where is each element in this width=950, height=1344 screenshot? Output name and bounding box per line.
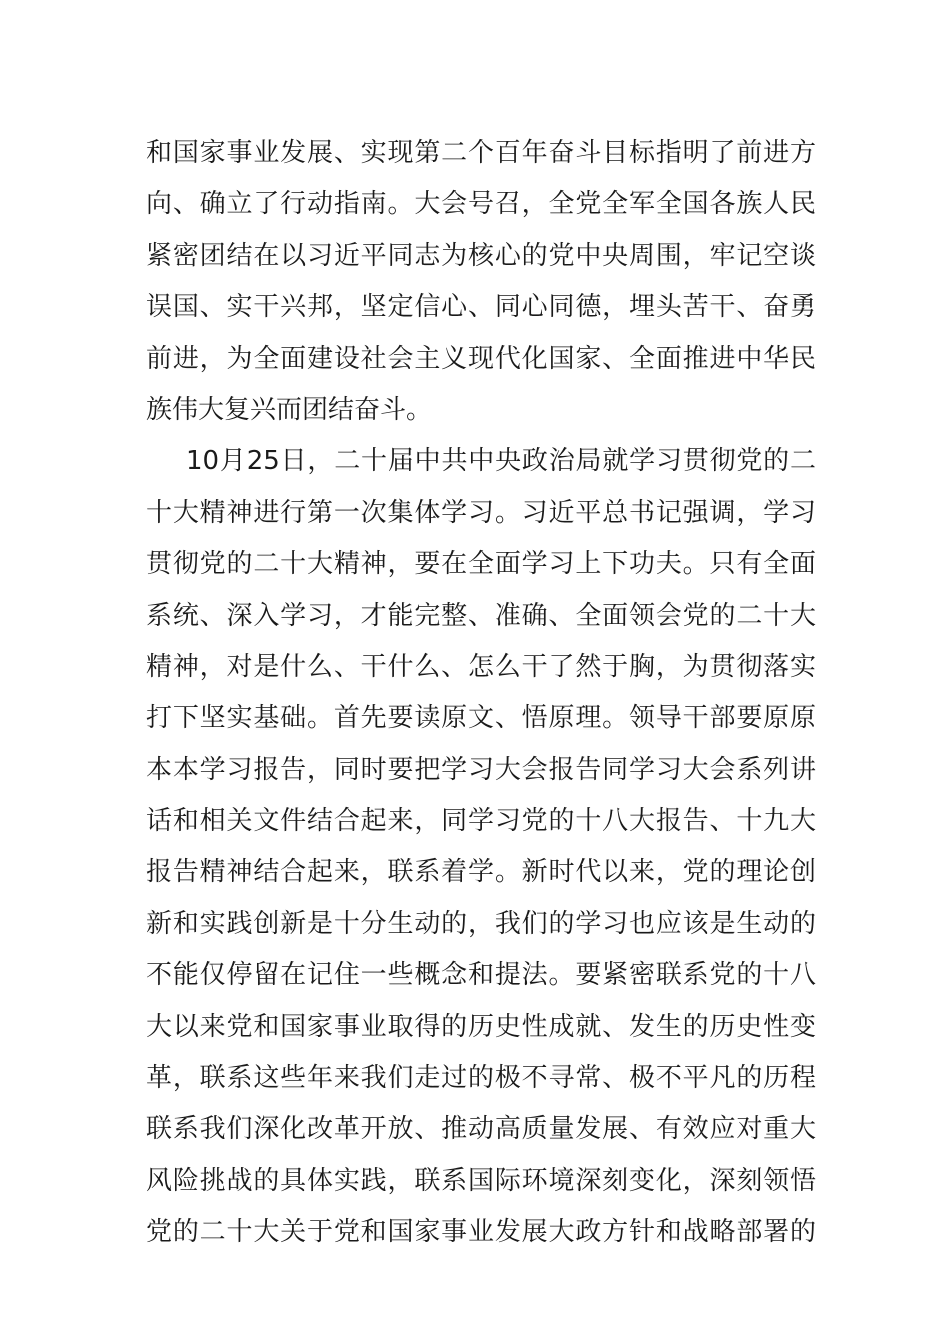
text-line: 不能仅停留在记住一些概念和提法。要紧密联系党的十八 [146, 960, 816, 991]
paragraph-2 [146, 436, 816, 1258]
text-line: 党的二十大关于党和国家事业发展大政方针和战略部署的 [146, 1217, 816, 1248]
text-line: 打下坚实基础。首先要读原文、悟原理。领导干部要原原 [146, 703, 816, 734]
body-text [146, 128, 816, 1259]
text-line: 向、确立了行动指南。大会号召，全党全军全国各族人民 [146, 189, 816, 220]
text-line: 和国家事业发展、实现第二个百年奋斗目标指明了前进方 [146, 138, 816, 168]
text-line: 系统、深入学习，才能完整、准确、全面领会党的二十大 [146, 600, 816, 631]
text-line: 大以来党和国家事业取得的历史性成就、发生的历史性变 [146, 1011, 816, 1042]
text-line: 贯彻党的二十大精神，要在全面学习上下功夫。只有全面 [146, 549, 816, 580]
text-line: 话和相关文件结合起来，同学习党的十八大报告、十九大 [146, 806, 816, 837]
text-line: 革，联系这些年来我们走过的极不寻常、极不平凡的历程 [146, 1063, 816, 1094]
text-line: 报告精神结合起来，联系着学。新时代以来，党的理论创 [146, 857, 816, 888]
text-line: 本本学习报告，同时要把学习大会报告同学习大会系列讲 [146, 754, 816, 785]
text-line: 精神，对是什么、干什么、怎么干了然于胸，为贯彻落实 [146, 651, 816, 682]
text-line: 10月25日，二十届中共中央政治局就学习贯彻党的二 [186, 446, 816, 477]
text-line: 十大精神进行第一次集体学习。习近平总书记强调，学习 [146, 497, 816, 528]
text-line: 新和实践创新是十分生动的，我们的学习也应该是生动的 [146, 908, 816, 939]
text-line: 误国、实干兴邦，坚定信心、同心同德，埋头苦干、奋勇 [146, 292, 816, 323]
text-line: 联系我们深化改革开放、推动高质量发展、有效应对重大 [146, 1114, 816, 1145]
text-line: 族伟大复兴而团结奋斗。 [146, 394, 433, 425]
paragraph-1 [146, 128, 816, 436]
text-line: 紧密团结在以习近平同志为核心的党中央周围，牢记空谈 [146, 240, 816, 271]
text-line: 前进，为全面建设社会主义现代化国家、全面推进中华民 [146, 343, 816, 374]
text-line: 风险挑战的具体实践，联系国际环境深刻变化，深刻领悟 [146, 1165, 816, 1196]
